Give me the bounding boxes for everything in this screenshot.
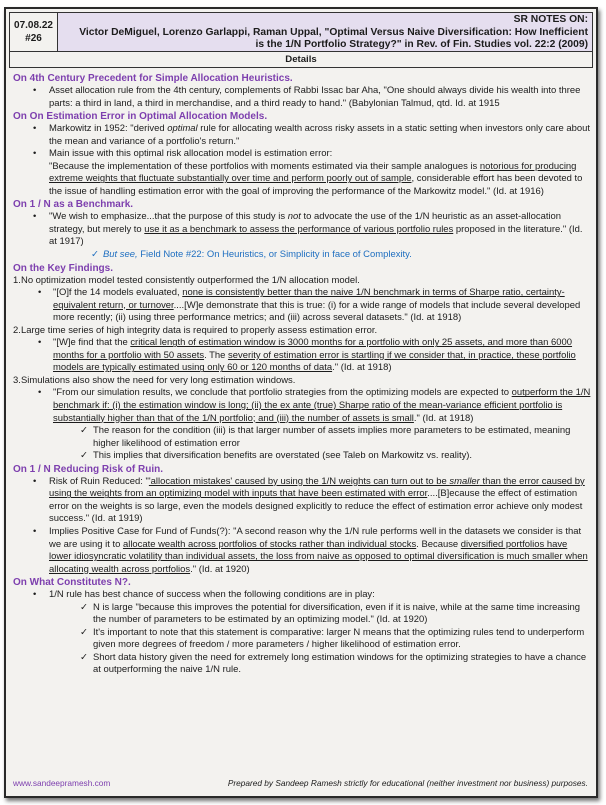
item-number: 3. [13, 374, 21, 386]
list-item [13, 85, 591, 110]
text-segment: N is large "because this improves the potential for diversification, even if it is naive, while at the same time increasing the number of parameters to be estimated by an optimizing model." (Id. at 1920) [93, 601, 580, 626]
text-segment: Markowitz in 1952: "derived [49, 123, 168, 135]
text-segment: Asset allocation rule from the 4th century, complements of Rabbi Issac bar Aha, "One should always divide his wealth into three parts: a third in land, a third in merchandise, and a third ready to hand." (Babylonian Talmud, qtd. Id. at 1915 [49, 85, 581, 109]
text-segment: No optimization model tested consistently outperformed the 1/N allocation model. [21, 274, 360, 286]
list-item [13, 211, 591, 249]
check-icon: ✓ [80, 626, 88, 638]
details-heading: Details [9, 52, 593, 68]
bullet-icon: • [38, 387, 42, 399]
underlined-quote: severity of estimation error is startling if we consider that, in practice, these portfolio models are typically estimated using only 60 or 120 months of data [53, 349, 576, 374]
section-heading: On 4th Century Precedent for Simple Allocation Heuristics. [13, 73, 293, 84]
list-item [13, 602, 591, 627]
text-segment: Large time series of high integrity data is required to properly assess estimation error. [21, 324, 378, 336]
text-segment: "From our simulation results, we conclude that portfolio strategies from the optimizing models are expected to [53, 387, 512, 399]
list-item [13, 375, 591, 388]
bullet-icon: • [33, 148, 37, 160]
check-icon: ✓ [80, 425, 88, 437]
list-item [13, 476, 591, 526]
underlined-quote: diversified portfolios have lower idiosyncratic volatility than individual assets, the loss from naive as opposed to optimal diversification is much smaller when allocating wealth across portfolios [49, 538, 588, 575]
disclaimer: Prepared by Sandeep Ramesh strictly for educational (neither investment nor business) purposes. [227, 778, 588, 788]
header-row [9, 12, 593, 52]
list-item [13, 425, 591, 450]
list-item [13, 325, 591, 338]
text-segment: Implies Positive Case for Fund of Funds(?): "A second reason why the 1/N rule performs well in the datasets we consider is that we are using it to [49, 525, 582, 550]
field-note-link[interactable] [13, 249, 591, 262]
bullet-icon: • [33, 123, 37, 135]
underlined-quote: none is consistently better than the naive 1/N benchmark in terms of Sharpe ratio, certainty-equivalent return, or turnover [53, 287, 565, 311]
text-segment: 1/N rule has best chance of success when the following conditions are in play: [49, 589, 375, 601]
list-item [13, 387, 591, 425]
text-segment: Simulations also show the need for very long estimation windows. [21, 374, 296, 386]
underlined-quote: smaller [449, 475, 480, 487]
section-heading: On What Constitutes N?. [13, 577, 131, 589]
check-icon: ✓ [80, 601, 88, 613]
text-segment: ....[W]e demonstrate that this is true: (i) for a wide range of models that include several developed more recently; (ii) using three performance metrics; and (iii) across several datasets." (Id. at 1918) [53, 299, 581, 324]
text-segment: . Because [416, 538, 461, 550]
bullet-icon: • [33, 85, 37, 96]
underlined-quote: notorious for producing extreme weights that fluctuate substantially over time and perform poorly out of sample [49, 160, 577, 185]
section-heading: On On Estimation Error in Optimal Allocation Models. [13, 111, 268, 123]
text-segment: It's important to note that this statement is comparative: larger N means that the optimizing rules tend to underperform given more degrees of freedom / more parameters / higher likelihood of estimation error. [93, 626, 585, 651]
check-icon: ✓ [80, 651, 88, 663]
website-link[interactable]: www.sandeepramesh.com [13, 778, 111, 788]
text-segment: optimal [167, 123, 198, 135]
bullet-icon: • [38, 337, 42, 349]
text-segment: "[W]e find that the [53, 337, 131, 349]
text-segment: Main issue with this optimal risk allocation model is estimation error: "Because the implementation of these portfolios with moments estimated via their sample analogues is [49, 148, 478, 172]
section-heading: On the Key Findings. [13, 262, 114, 274]
text-segment: ....[B]ecause the effect of estimation error on the weights is so large, even the models designed explicitly to reduce the effect of estimation error achieve only modest success." (Id. at 1919) [49, 488, 583, 525]
footer [13, 778, 588, 788]
list-item [13, 123, 591, 148]
text-segment: ." (Id. at 1918) [332, 362, 392, 374]
text-segment: ." (Id. at 1920) [190, 563, 250, 575]
notes-label: SR NOTES ON: [513, 14, 588, 25]
underlined-quote: allocate wealth across portfolios of stocks rather than individual stocks [122, 538, 417, 550]
section-heading: On 1 / N as a Benchmark. [13, 199, 134, 211]
paper-citation: Victor DeMiguel, Lorenzo Garlappi, Raman Uppal, "Optimal Versus Naive Diversification: How Inefficient is the 1/N Portfolio Strategy?" in Rev. of Fin. Studies vol. 22:2 (2009) [79, 26, 588, 51]
text-segment: Risk of Ruin Reduced: " [49, 475, 149, 487]
date-cell [10, 13, 58, 51]
list-item [13, 526, 591, 576]
note-number: #26 [25, 33, 42, 44]
bullet-icon: • [33, 525, 37, 537]
text-segment: , considerable effort has been devoted to the issue of handling estimation error with the goal of improving the performance of the Markowitz model." (Id. at 1916) [49, 173, 583, 197]
text-segment: Field Note #22: On Heuristics, or Simplicity in face of Complexity. [137, 249, 412, 261]
text-segment: But see, [103, 249, 138, 261]
list-item [13, 275, 591, 288]
item-number: 2. [13, 324, 21, 336]
underlined-quote: 'allocation mistakes' caused by using the 1/N weights can turn out to be [148, 475, 450, 487]
list-item [13, 287, 591, 325]
text-segment: "[O]f the 14 models evaluated, [53, 287, 183, 299]
text-segment: rule for allocating wealth across risky assets in a static setting when investors only care about the mean and variance of a portfolio's return." [49, 123, 591, 147]
notes-content [13, 72, 591, 677]
list-item [13, 337, 591, 375]
underlined-quote: than the error caused by using the weights from an optimizing model with inputs that have been estimated with error [49, 475, 585, 500]
text-segment: "We wish to emphasize...that the purpose of this study is [49, 211, 288, 223]
notes-page [4, 7, 598, 798]
text-segment: proposed in the literature." (Id. at 1917) [49, 223, 583, 248]
text-segment: Short data history given the need for extremely long estimation windows for the optimizing strategies to have a chance at outperforming the naive 1/N rule. [93, 651, 587, 676]
text-segment: The reason for the condition (iii) is that larger number of assets implies more parameters to be estimated, meaning higher likelihood of estimation error [93, 425, 571, 449]
text-segment: . The [204, 349, 229, 361]
note-date: 07.08.22 [14, 20, 53, 31]
list-item [13, 652, 591, 677]
check-icon: ✓ [91, 249, 99, 261]
title-cell [58, 13, 592, 51]
text-segment: ." (Id. at 1918) [413, 412, 474, 424]
check-icon: ✓ [80, 450, 88, 462]
bullet-icon: • [33, 211, 37, 223]
text-segment: This implies that diversification benefits are overstated (see Taleb on Markowitz vs. reality). [93, 450, 473, 462]
bullet-icon: • [33, 475, 37, 487]
bullet-icon: • [33, 589, 37, 601]
underlined-quote: critical length of estimation window is 3000 months for a portfolio with only 25 assets, and more than 6000 months for a portfolio with 50 assets [53, 337, 573, 361]
underlined-quote: use it as a benchmark to assess the performance of various portfolio rules [144, 223, 454, 235]
section-heading: On 1 / N Reducing Risk of Ruin. [13, 463, 164, 475]
list-item [13, 450, 591, 463]
text-segment: not [287, 211, 301, 223]
underlined-quote: outperform the 1/N benchmark if: (i) the estimation window is long; (ii) the ex ante (true) Sharpe ratio of the mean-variance efficient portfolio is substantially higher than that of the 1/N portfolio; and (iii) the number of assets is small [53, 387, 591, 424]
list-item [13, 589, 591, 602]
list-item [13, 627, 591, 652]
item-number: 1. [13, 274, 21, 286]
list-item [13, 148, 591, 198]
bullet-icon: • [38, 287, 42, 299]
text-segment: to advocate the use of the 1/N heuristic as an asset-allocation strategy, but merely to [49, 211, 562, 235]
